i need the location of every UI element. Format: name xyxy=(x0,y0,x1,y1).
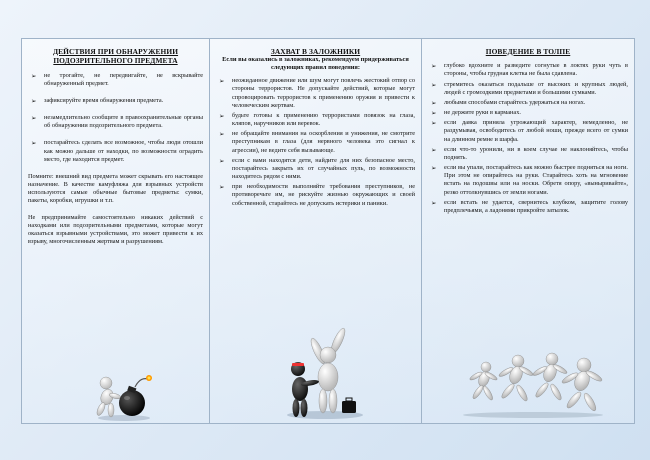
list-item: ➢ глубоко вдохните и разведите согнутые в локтях руки чуть в стороны, чтобы грудная клетка не была сдавлена. xyxy=(431,62,628,78)
list-item: ➢ если давка приняла угрожающий характер, немедленно, не раздумывая, освободитесь от любой ноши, прежде всего от сумки на длинном ремне и шарфа. xyxy=(431,119,628,143)
list-item: ➢ будьте готовы к применению террористами повязок на глаза, кляпов, наручников или веревок. xyxy=(219,111,415,128)
arrow-bullet-icon: ➢ xyxy=(431,145,437,154)
arrow-bullet-icon: ➢ xyxy=(431,62,437,71)
arrow-bullet-icon: ➢ xyxy=(219,111,225,120)
arrow-bullet-icon: ➢ xyxy=(431,164,437,173)
bomb-figure-icon xyxy=(90,369,158,421)
col1-list xyxy=(28,72,203,164)
col1-note-camouflage: Помните: внешний вид предмета может скрывать его настоящее назначение. В качестве камуфляжа для взрывных устройств используются самые обычные бытовые предметы: сумки, пакеты, коробки, игрушки и т.п. xyxy=(28,172,203,205)
list-item: ➢ при необходимости выполняйте требования преступников, не противоречьте им, не рискуйте жизнью окружающих и своей собственной, старайтесь не допускать истерики и паники. xyxy=(219,183,415,207)
arrow-bullet-icon: ➢ xyxy=(431,198,437,207)
hostage-column xyxy=(210,39,422,423)
col3-title: ПОВЕДЕНИЕ В ТОЛПЕ xyxy=(485,47,571,56)
arrow-bullet-icon: ➢ xyxy=(219,183,225,192)
list-item: ➢ стремитесь оказаться подальше от высоких и крупных людей, людей с громоздкими предметами и большими сумками. xyxy=(431,80,628,96)
list-item: ➢ если вы упали, постарайтесь как можно быстрее подняться на ноги. При этом не опирайтесь на руки. Старайтесь хоть на мгновение встать на подошвы или на носки. Обретя опору, «выныривайте», резко оттолкнувшись от земли ногами. xyxy=(431,164,628,196)
arrow-bullet-icon: ➢ xyxy=(31,139,37,148)
col1-title: ДЕЙСТВИЯ ПРИ ОБНАРУЖЕНИИ ПОДОЗРИТЕЛЬНОГО ПРЕДМЕТА xyxy=(52,47,179,66)
list-item: ➢ если встать не удается, свернитесь клубком, защитите голову предплечьями, а ладонями прикройте затылок. xyxy=(431,198,628,214)
list-item: ➢ незамедлительно сообщите в правоохранительные органы об обнаружении подозрительного предмета. xyxy=(31,114,203,130)
arrow-bullet-icon: ➢ xyxy=(31,96,37,105)
brochure-frame xyxy=(21,38,635,424)
arrow-bullet-icon: ➢ xyxy=(431,119,437,128)
col2-subtitle: Если вы оказались в заложниках, рекомендуем придерживаться следующих правил поведения: xyxy=(222,56,409,72)
list-item: ➢ не держите руки в карманах. xyxy=(431,109,521,118)
arrow-bullet-icon: ➢ xyxy=(31,71,37,80)
arrow-bullet-icon: ➢ xyxy=(31,114,37,123)
list-item: ➢ любыми способами старайтесь удержаться на ногах. xyxy=(431,98,586,107)
col3-list xyxy=(428,62,628,215)
list-item: ➢ если что-то уронили, ни в коем случае не наклоняйтесь, чтобы поднять. xyxy=(431,145,628,161)
arrow-bullet-icon: ➢ xyxy=(219,130,225,139)
arrow-bullet-icon: ➢ xyxy=(219,77,225,86)
arrow-bullet-icon: ➢ xyxy=(431,98,437,107)
running-crowd-icon xyxy=(458,345,608,419)
list-item: ➢ неожиданное движение или шум могут повлечь жестокий отпор со стороны террористов. Не допускайте действий, которые могут спровоцировать террористов к применению оружия и привести к человеческим жертвам. xyxy=(219,77,415,109)
col1-note-warning: Не предпринимайте самостоятельно никаких действий с находками или подозрительными предметами, которые могут оказаться взрывными устройствами, это может привести к их взрыву, многочисленным жертвам и разрушениям. xyxy=(28,213,203,246)
col2-title: ЗАХВАТ В ЗАЛОЖНИКИ xyxy=(270,47,361,56)
list-item: ➢ зафиксируйте время обнаружения предмета. xyxy=(31,96,164,105)
list-item: ➢ не обращайте внимания на оскорбления и унижения, не смотрите преступникам в глаза (для нервного человека это сигнал к агрессии), не ведите себя вызывающе. xyxy=(219,130,415,154)
crowd-column xyxy=(422,39,634,423)
arrow-bullet-icon: ➢ xyxy=(431,109,437,118)
arrow-bullet-icon: ➢ xyxy=(431,80,437,89)
list-item: ➢ если с вами находятся дети, найдите для них безопасное место, постарайтесь закрыть их от случайных пуль, по возможности находитесь рядом с ними. xyxy=(219,156,415,181)
suspicious-object-column xyxy=(22,39,210,423)
col2-list xyxy=(216,77,415,208)
hostage-figures-icon xyxy=(280,311,370,421)
arrow-bullet-icon: ➢ xyxy=(219,156,225,165)
list-item: ➢ не трогайте, не передвигайте, не вскрывайте обнаруженный предмет. xyxy=(31,71,203,87)
list-item: ➢ постарайтесь сделать все возможное, чтобы люди отошли как можно дальше от находки, по возможности оградить место, где находится предмет. xyxy=(31,139,203,163)
